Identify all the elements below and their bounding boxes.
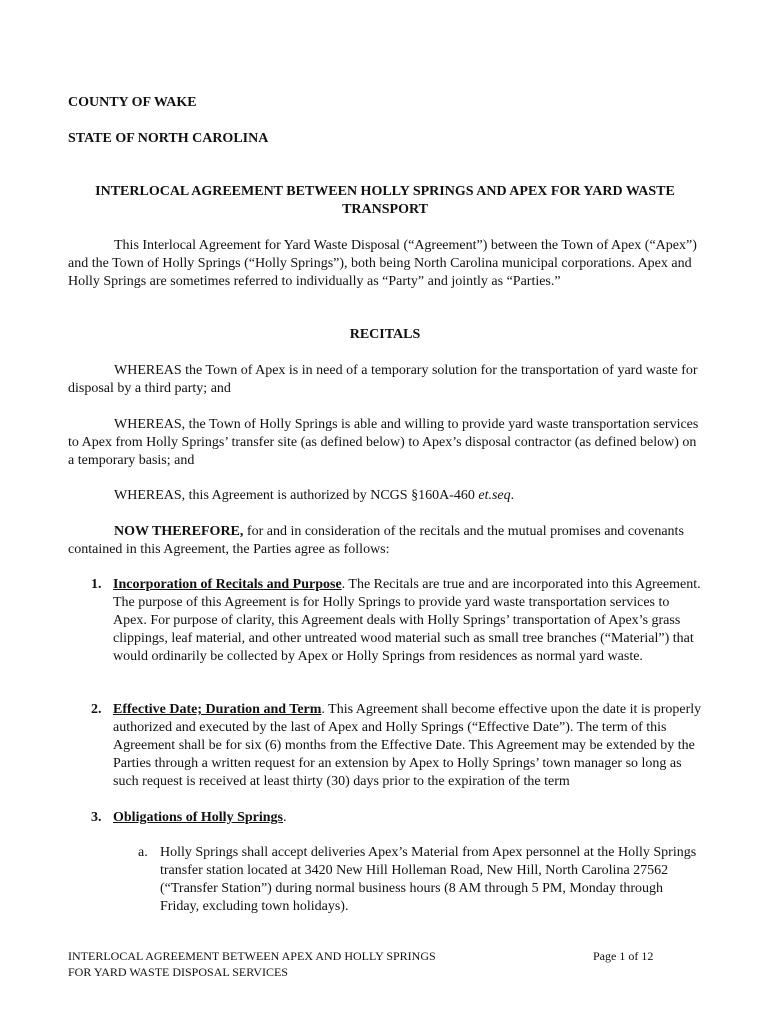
section-1-paragraph [113,576,703,666]
whereas-3-end: . [510,488,515,503]
whereas-3-italic: et.seq [478,488,511,503]
recitals-heading: RECITALS [349,327,421,342]
subsection-a-letter: a. [138,845,148,860]
footer-line-1: INTERLOCAL AGREEMENT BETWEEN APEX AND HOLLY SPRINGS [68,949,436,963]
county-heading: COUNTY OF WAKE [68,95,197,110]
now-therefore-bold: NOW THEREFORE, [114,524,244,539]
section-2-number: 2. [91,702,102,717]
now-therefore-text: for and in consideration of the recitals and the mutual promises and covenants contained in this Agreement, the Parties agree as follows: [68,524,684,557]
page-number: Page 1 of 12 [593,949,654,963]
state-heading: STATE OF NORTH CAROLINA [68,131,269,146]
subsection-a-text: Holly Springs shall accept deliveries Apex’s Material from Apex personnel at the Holly Springs transfer station located at 3420 New Hill Holleman Road, New Hill, North Carolina 27562 (“Transfer Station”) during normal business hours (8 AM through 5 PM, Monday through Friday, excluding town holidays). [160,845,697,914]
section-3-number: 3. [91,810,102,825]
document-title: INTERLOCAL AGREEMENT BETWEEN HOLLY SPRINGS AND APEX FOR YARD WASTE TRANSPORT [95,184,675,217]
section-3-body: . [282,810,287,825]
section-2-heading: Effective Date; Duration and Term [113,702,322,717]
footer-line-2: FOR YARD WASTE DISPOSAL SERVICES [68,965,288,979]
footer-title [68,948,436,980]
whereas-paragraph-2: WHEREAS, the Town of Holly Springs is able and willing to provide yard waste transportation services to Apex from Holly Springs’ transfer site (as defined below) to Apex’s disposal contractor (as defined below) on a temporary basis; and [68,417,699,468]
intro-paragraph: This Interlocal Agreement for Yard Waste Disposal (“Agreement”) between the Town of Apex (“Apex”) and the Town of Holly Springs (“Holly Springs”), both being North Carolina municipal corporations. Apex and Holly Springs are sometimes referred to individually as “Party” and jointly as “Parties.” [68,238,697,289]
section-2-body: . This Agreement shall become effective upon the date it is properly authorized and executed by the last of Apex and Holly Springs (“Effective Date”). The term of this Agreement shall be for six (6) months from the Effective Date. This Agreement may be extended by the Parties through a written request for an extension by Apex to Holly Springs’ town manager so long as such request is received at least thirty (30) days prior to the expiration of the term [113,702,702,789]
section-3-heading: Obligations of Holly Springs [113,810,283,825]
section-1-body: . The Recitals are true and are incorporated into this Agreement. The purpose of this Agreement is for Holly Springs to provide yard waste transportation services to Apex. For purpose of clarity, this Agreement deals with Holly Springs’ transportation of Apex’s grass clippings, leaf material, and other untreated wood material such as small tree branches (“Material”) that would ordinarily be collected by Apex or Holly Springs from residences as normal yard waste. [113,577,701,664]
now-therefore-paragraph [68,523,702,559]
whereas-paragraph-3 [68,487,702,505]
section-1-heading: Incorporation of Recitals and Purpose [113,577,342,592]
section-3-paragraph [113,809,703,827]
section-2-paragraph [113,701,703,791]
section-1-number: 1. [91,577,102,592]
whereas-paragraph-1: WHEREAS the Town of Apex is in need of a temporary solution for the transportation of yard waste for disposal by a third party; and [68,363,698,396]
whereas-3-text: WHEREAS, this Agreement is authorized by NCGS §160A-460 [114,488,479,503]
